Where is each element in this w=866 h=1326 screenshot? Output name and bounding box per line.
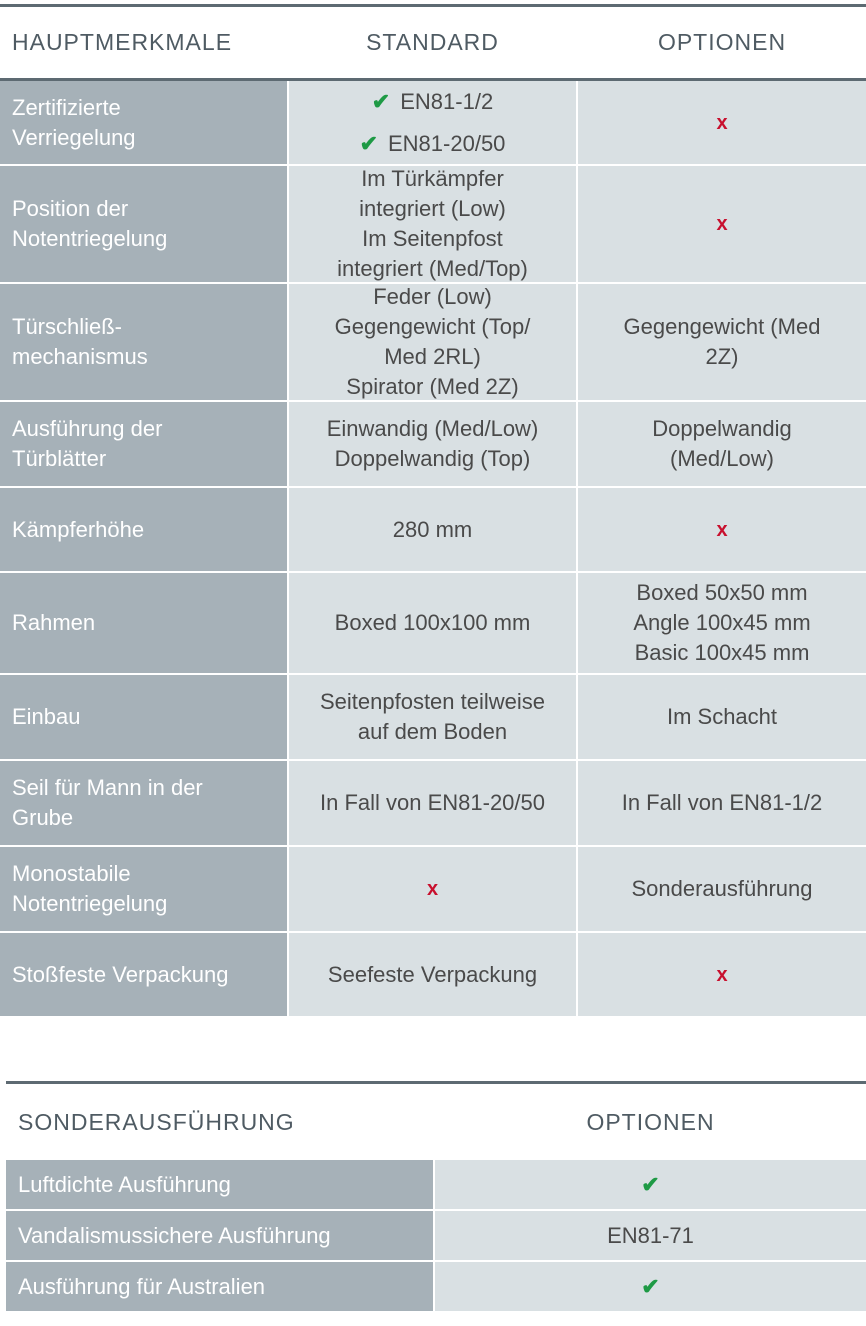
table-header (0, 7, 866, 78)
cell-text: Seitenpfosten teilweise auf dem Boden (319, 689, 546, 744)
main-features-table (0, 4, 866, 1016)
feature-label: Stoßfeste Verpackung (0, 933, 287, 1016)
standard-cell (289, 402, 576, 486)
table-row (0, 81, 866, 164)
header-sonderausfuehrung: SONDERAUSFÜHRUNG (18, 1108, 295, 1135)
check-icon: ✔ (641, 1171, 660, 1197)
cross-icon: x (716, 213, 728, 235)
standard-cell (289, 488, 576, 571)
table-row (0, 675, 866, 759)
cell-text: Boxed 100x100 mm (334, 610, 531, 635)
check-item-text: EN81-1/2 (400, 88, 494, 114)
cell-text: EN81-71 (607, 1222, 694, 1248)
feature-label: Ausführung für Australien (6, 1262, 433, 1311)
check-icon: ✔ (371, 88, 391, 114)
cell-text: Boxed 50x50 mm Angle 100x45 mm Basic 100x45 mm (633, 580, 811, 665)
cell-text: In Fall von EN81-1/2 (621, 790, 823, 815)
table-row (6, 1262, 866, 1311)
cell-text: Gegengewicht (Med 2Z) (623, 314, 821, 369)
feature-label: Vandalismussichere Ausführung (6, 1211, 433, 1260)
feature-label: Luftdichte Ausführung (6, 1160, 433, 1209)
options-cell (578, 284, 866, 400)
standard-cell (289, 675, 576, 759)
cell-text: Doppelwandig (Med/Low) (652, 416, 792, 471)
standard-cell (289, 573, 576, 673)
feature-label: Kämpferhöhe (0, 488, 287, 571)
standard-cell (289, 81, 576, 164)
options-cell (578, 402, 866, 486)
options-cell (578, 847, 866, 931)
standard-cell (289, 933, 576, 1016)
standard-cell (289, 166, 576, 282)
table-row (0, 573, 866, 673)
header-optionen: OPTIONEN (657, 29, 787, 55)
standard-cell (289, 284, 576, 400)
options-cell (435, 1160, 866, 1209)
header-optionen: OPTIONEN (586, 1108, 715, 1135)
table-row (6, 1211, 866, 1260)
options-cell (578, 166, 866, 282)
table-row (0, 488, 866, 571)
header-hauptmerkmale: HAUPTMERKMALE (12, 29, 233, 55)
table-header (6, 1084, 866, 1160)
options-cell (578, 573, 866, 673)
cell-text: Seefeste Verpackung (327, 961, 538, 987)
table-row (0, 284, 866, 400)
check-icon: ✔ (641, 1273, 660, 1299)
options-cell (435, 1262, 866, 1311)
check-icon: ✔ (359, 130, 378, 156)
options-cell (435, 1211, 866, 1260)
feature-label: Einbau (0, 675, 287, 759)
header-standard: STANDARD (366, 29, 499, 55)
options-cell (578, 933, 866, 1016)
cross-icon: x (716, 963, 728, 986)
standard-cell (289, 847, 576, 931)
feature-label: Zertifizierte Verriegelung (0, 81, 287, 164)
options-cell (578, 761, 866, 845)
options-cell (578, 488, 866, 571)
feature-label: Position der Notentriegelung (0, 166, 287, 282)
cross-icon: x (716, 518, 728, 541)
table-row (6, 1160, 866, 1209)
options-cell (578, 81, 866, 164)
table-row (0, 402, 866, 486)
table-row (0, 761, 866, 845)
cell-text: In Fall von EN81-20/50 (319, 790, 546, 815)
special-versions-table (6, 1081, 866, 1311)
cross-icon: x (716, 111, 728, 134)
cell-text: Einwandig (Med/Low) Doppelwandig (Top) (326, 416, 539, 471)
table-row (0, 933, 866, 1016)
cross-icon: x (426, 878, 439, 900)
feature-label: Ausführung der Türblätter (0, 402, 287, 486)
feature-label: Rahmen (0, 573, 287, 673)
cell-text: Sonderausführung (631, 876, 813, 901)
feature-label: Monostabile Notentriegelung (0, 847, 287, 931)
table-row (0, 166, 866, 282)
cell-text: Feder (Low) Gegengewicht (Top/ Med 2RL) Spirator (Med 2Z) (334, 284, 531, 399)
cell-text: Im Türkämpfer integriert (Low) Im Seitenpfost integriert (Med/Top) (337, 166, 528, 281)
check-item (372, 87, 493, 117)
options-cell (578, 675, 866, 759)
feature-label: Seil für Mann in der Grube (0, 761, 287, 845)
cell-text: Im Schacht (666, 704, 778, 729)
cell-text: 280 mm (392, 516, 473, 542)
check-item (360, 129, 506, 159)
standard-cell (289, 761, 576, 845)
feature-label: Türschließ- mechanismus (0, 284, 287, 400)
table-row (0, 847, 866, 931)
check-item-text: EN81-20/50 (388, 130, 506, 156)
